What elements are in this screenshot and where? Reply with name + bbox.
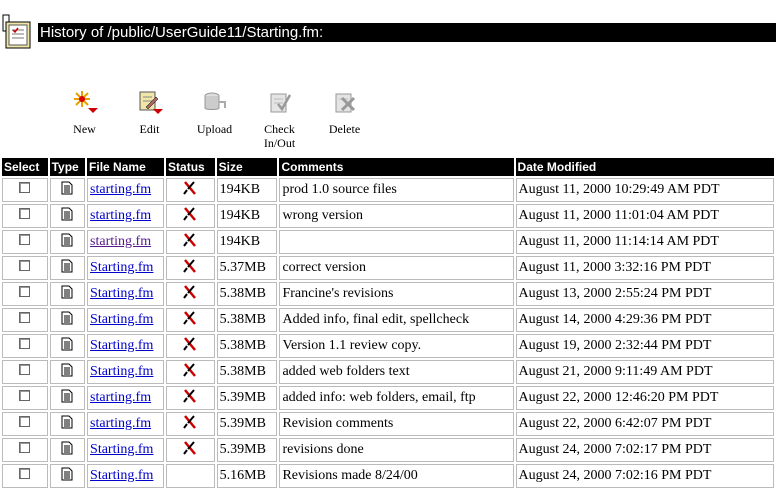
table-row	[2, 360, 774, 384]
comments-cell: Version 1.1 review copy.	[279, 334, 513, 358]
table-row	[2, 334, 774, 358]
locked-status-icon	[182, 445, 198, 460]
size-cell: 5.38MB	[217, 360, 278, 384]
document-icon	[61, 340, 73, 355]
delete-icon	[331, 86, 359, 118]
upload-icon	[201, 86, 229, 118]
size-cell: 5.38MB	[217, 282, 278, 306]
date-modified-cell: August 19, 2000 2:32:44 PM PDT	[516, 334, 774, 358]
select-cell	[2, 334, 48, 358]
table-row	[2, 256, 774, 280]
size-cell: 5.38MB	[217, 334, 278, 358]
select-cell	[2, 464, 48, 488]
locked-status-icon	[182, 315, 198, 330]
comments-cell	[279, 230, 513, 254]
status-cell	[166, 178, 215, 202]
file-name-cell	[87, 204, 164, 228]
select-cell	[2, 178, 48, 202]
status-cell	[166, 386, 215, 410]
file-name-cell	[87, 230, 164, 254]
select-cell	[2, 360, 48, 384]
document-icon	[61, 288, 73, 303]
comments-cell: added info: web folders, email, ftp	[279, 386, 513, 410]
edit-icon	[136, 86, 164, 118]
check-in-out-button[interactable]	[247, 86, 312, 150]
locked-status-icon	[182, 341, 198, 356]
date-modified-cell: August 11, 2000 10:29:49 AM PDT	[516, 178, 774, 202]
file-name-link[interactable]: Starting.fm	[90, 364, 154, 379]
file-name-link[interactable]: starting.fm	[90, 234, 152, 249]
table-row	[2, 178, 774, 202]
document-icon	[61, 470, 73, 485]
type-cell	[50, 386, 85, 410]
file-name-link[interactable]: Starting.fm	[90, 338, 154, 353]
select-cell	[2, 256, 48, 280]
locked-status-icon	[182, 185, 198, 200]
file-name-link[interactable]: Starting.fm	[90, 468, 154, 483]
history-table	[0, 156, 776, 490]
date-modified-cell: August 11, 2000 11:01:04 AM PDT	[516, 204, 774, 228]
select-checkbox[interactable]	[19, 312, 30, 323]
type-cell	[50, 282, 85, 306]
type-cell	[50, 256, 85, 280]
check-in-out-icon	[266, 86, 294, 118]
comments-cell: revisions done	[279, 438, 513, 462]
column-header-date-modified: Date Modified	[516, 158, 774, 176]
toolbar-label: Check In/Out	[263, 122, 296, 150]
column-header-size: Size	[217, 158, 278, 176]
date-modified-cell: August 24, 2000 7:02:17 PM PDT	[516, 438, 774, 462]
toolbar	[52, 86, 377, 150]
locked-status-icon	[182, 237, 198, 252]
size-cell: 194KB	[217, 178, 278, 202]
new-icon	[71, 86, 99, 118]
date-modified-cell: August 22, 2000 6:42:07 PM PDT	[516, 412, 774, 436]
file-name-link[interactable]: starting.fm	[90, 208, 152, 223]
file-name-cell	[87, 256, 164, 280]
locked-status-icon	[182, 367, 198, 382]
file-name-cell	[87, 360, 164, 384]
type-cell	[50, 178, 85, 202]
size-cell: 5.39MB	[217, 386, 278, 410]
size-cell: 5.37MB	[217, 256, 278, 280]
status-cell	[166, 230, 215, 254]
document-icon	[61, 184, 73, 199]
status-cell	[166, 308, 215, 332]
type-cell	[50, 412, 85, 436]
select-checkbox[interactable]	[19, 364, 30, 375]
toolbar-label: Edit	[139, 122, 160, 136]
size-cell: 5.39MB	[217, 438, 278, 462]
size-cell: 5.16MB	[217, 464, 278, 488]
comments-cell: correct version	[279, 256, 513, 280]
type-cell	[50, 334, 85, 358]
date-modified-cell: August 13, 2000 2:55:24 PM PDT	[516, 282, 774, 306]
file-name-link[interactable]: starting.fm	[90, 390, 152, 405]
file-name-link[interactable]: Starting.fm	[90, 442, 154, 457]
file-name-cell	[87, 438, 164, 462]
status-cell	[166, 438, 215, 462]
table-row	[2, 464, 774, 488]
document-icon	[61, 418, 73, 433]
locked-status-icon	[182, 263, 198, 278]
column-header-select: Select	[2, 158, 48, 176]
status-cell	[166, 204, 215, 228]
type-cell	[50, 308, 85, 332]
toolbar-label: New	[73, 122, 96, 136]
file-name-cell	[87, 412, 164, 436]
select-cell	[2, 230, 48, 254]
select-cell	[2, 282, 48, 306]
comments-cell: Francine's revisions	[279, 282, 513, 306]
column-header-type: Type	[50, 158, 85, 176]
comments-cell: Revision comments	[279, 412, 513, 436]
document-history-icon	[2, 14, 36, 50]
table-row	[2, 282, 774, 306]
select-cell	[2, 438, 48, 462]
delete-button[interactable]	[312, 86, 377, 150]
document-icon	[61, 262, 73, 277]
status-cell	[166, 412, 215, 436]
date-modified-cell: August 22, 2000 12:46:20 PM PDT	[516, 386, 774, 410]
locked-status-icon	[182, 393, 198, 408]
status-cell	[166, 334, 215, 358]
date-modified-cell: August 14, 2000 4:29:36 PM PDT	[516, 308, 774, 332]
comments-cell: prod 1.0 source files	[279, 178, 513, 202]
file-name-cell	[87, 308, 164, 332]
file-name-cell	[87, 334, 164, 358]
status-cell	[166, 360, 215, 384]
toolbar-label: Upload	[196, 122, 233, 136]
upload-button[interactable]	[182, 86, 247, 150]
toolbar-label: Delete	[328, 122, 361, 136]
select-checkbox[interactable]	[19, 286, 30, 297]
type-cell	[50, 230, 85, 254]
document-icon	[61, 314, 73, 329]
select-checkbox[interactable]	[19, 390, 30, 401]
comments-cell: wrong version	[279, 204, 513, 228]
new-button[interactable]	[52, 86, 117, 150]
document-icon	[61, 210, 73, 225]
document-icon	[61, 392, 73, 407]
table-row	[2, 438, 774, 462]
comments-cell: Revisions made 8/24/00	[279, 464, 513, 488]
select-checkbox[interactable]	[19, 234, 30, 245]
page-title: History of /public/UserGuide11/Starting.fm:	[38, 23, 776, 42]
file-name-cell	[87, 464, 164, 488]
file-name-link[interactable]: starting.fm	[90, 182, 152, 197]
column-header-file-name: File Name	[87, 158, 164, 176]
column-header-status: Status	[166, 158, 215, 176]
file-name-link[interactable]: Starting.fm	[90, 312, 154, 327]
document-icon	[61, 236, 73, 251]
size-cell: 5.39MB	[217, 412, 278, 436]
select-checkbox[interactable]	[19, 338, 30, 349]
select-cell	[2, 204, 48, 228]
table-row	[2, 308, 774, 332]
select-cell	[2, 308, 48, 332]
table-header-row	[2, 158, 774, 176]
date-modified-cell: August 11, 2000 3:32:16 PM PDT	[516, 256, 774, 280]
table-row	[2, 412, 774, 436]
edit-button[interactable]	[117, 86, 182, 150]
file-name-link[interactable]: Starting.fm	[90, 260, 154, 275]
file-name-cell	[87, 282, 164, 306]
select-cell	[2, 412, 48, 436]
select-checkbox[interactable]	[19, 182, 30, 193]
type-cell	[50, 204, 85, 228]
table-row	[2, 386, 774, 410]
date-modified-cell: August 11, 2000 11:14:14 AM PDT	[516, 230, 774, 254]
comments-cell: added web folders text	[279, 360, 513, 384]
select-cell	[2, 386, 48, 410]
select-checkbox[interactable]	[19, 416, 30, 427]
file-name-cell	[87, 386, 164, 410]
document-icon	[61, 444, 73, 459]
select-checkbox[interactable]	[19, 208, 30, 219]
table-row	[2, 230, 774, 254]
locked-status-icon	[182, 211, 198, 226]
table-row	[2, 204, 774, 228]
date-modified-cell: August 24, 2000 7:02:16 PM PDT	[516, 464, 774, 488]
size-cell: 194KB	[217, 204, 278, 228]
type-cell	[50, 360, 85, 384]
date-modified-cell: August 21, 2000 9:11:49 AM PDT	[516, 360, 774, 384]
select-checkbox[interactable]	[19, 260, 30, 271]
type-cell	[50, 438, 85, 462]
status-cell	[166, 282, 215, 306]
size-cell: 5.38MB	[217, 308, 278, 332]
file-name-link[interactable]: starting.fm	[90, 416, 152, 431]
document-icon	[61, 366, 73, 381]
select-checkbox[interactable]	[19, 442, 30, 453]
file-name-cell	[87, 178, 164, 202]
size-cell: 194KB	[217, 230, 278, 254]
status-cell	[166, 464, 215, 488]
file-name-link[interactable]: Starting.fm	[90, 286, 154, 301]
comments-cell: Added info, final edit, spellcheck	[279, 308, 513, 332]
locked-status-icon	[182, 419, 198, 434]
locked-status-icon	[182, 289, 198, 304]
column-header-comments: Comments	[279, 158, 513, 176]
type-cell	[50, 464, 85, 488]
select-checkbox[interactable]	[19, 468, 30, 479]
status-cell	[166, 256, 215, 280]
